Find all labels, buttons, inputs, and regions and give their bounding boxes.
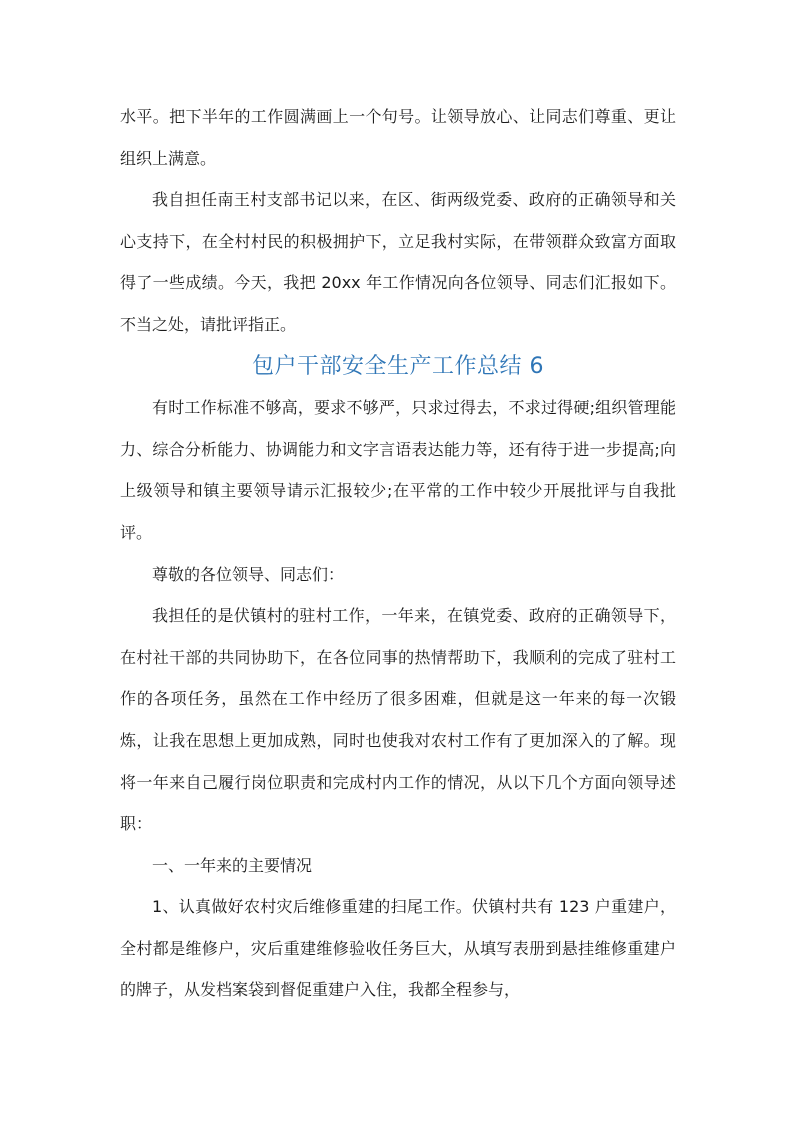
paragraph-section-title: 一、一年来的主要情况 bbox=[152, 855, 313, 875]
paragraph-salutation: 尊敬的各位领导、同志们： bbox=[152, 564, 345, 584]
paragraph-shortcomings: 有时工作标准不够高，要求不够严，只求过得去，不求过得硬;组织管理能力、综合分析能力、协调能力和文字言语表达能力等，还有待于进一步提高;向上级领导和镇主要领导请示汇报较少;在平常的工作中较少开展批评与自我批评。 bbox=[120, 398, 676, 542]
paragraph-continuation: 水平。把下半年的工作圆满画上一个句号。让领导放心、让同志们尊重、更让组织上满意。 bbox=[120, 107, 676, 168]
section-heading: 包户干部安全生产工作总结 6 bbox=[252, 353, 544, 379]
paragraph-report-intro: 我担任的是伏镇村的驻村工作，一年来，在镇党委、政府的正确领导下，在村社干部的共同协助下，在各位同事的热情帮助下，我顺利的完成了驻村工作的各项任务，虽然在工作中经历了很多困难，但就是这一年来的每一次锻炼，让我在思想上更加成熟，同时也使我对农村工作有了更加深入的了解。现将一年来自己履行岗位职责和完成村内工作的情况，从以下几个方面向领导述职： bbox=[120, 606, 676, 834]
paragraph-item-1: 1、认真做好农村灾后维修重建的扫尾工作。伏镇村共有 123 户重建户，全村都是维修户，灾后重建维修验收任务巨大，从填写表册到悬挂维修重建户的牌子，从发档案袋到督促重建户入住，我都全程参与， bbox=[120, 897, 676, 1000]
paragraph-introduction: 我自担任南王村支部书记以来，在区、街两级党委、政府的正确领导和关心支持下，在全村村民的积极拥护下，立足我村实际，在带领群众致富方面取得了一些成绩。今天，我把 20xx 年工作情况向各位领导、同志们汇报如下。不当之处，请批评指正。 bbox=[120, 190, 676, 334]
document-body bbox=[120, 96, 676, 1011]
